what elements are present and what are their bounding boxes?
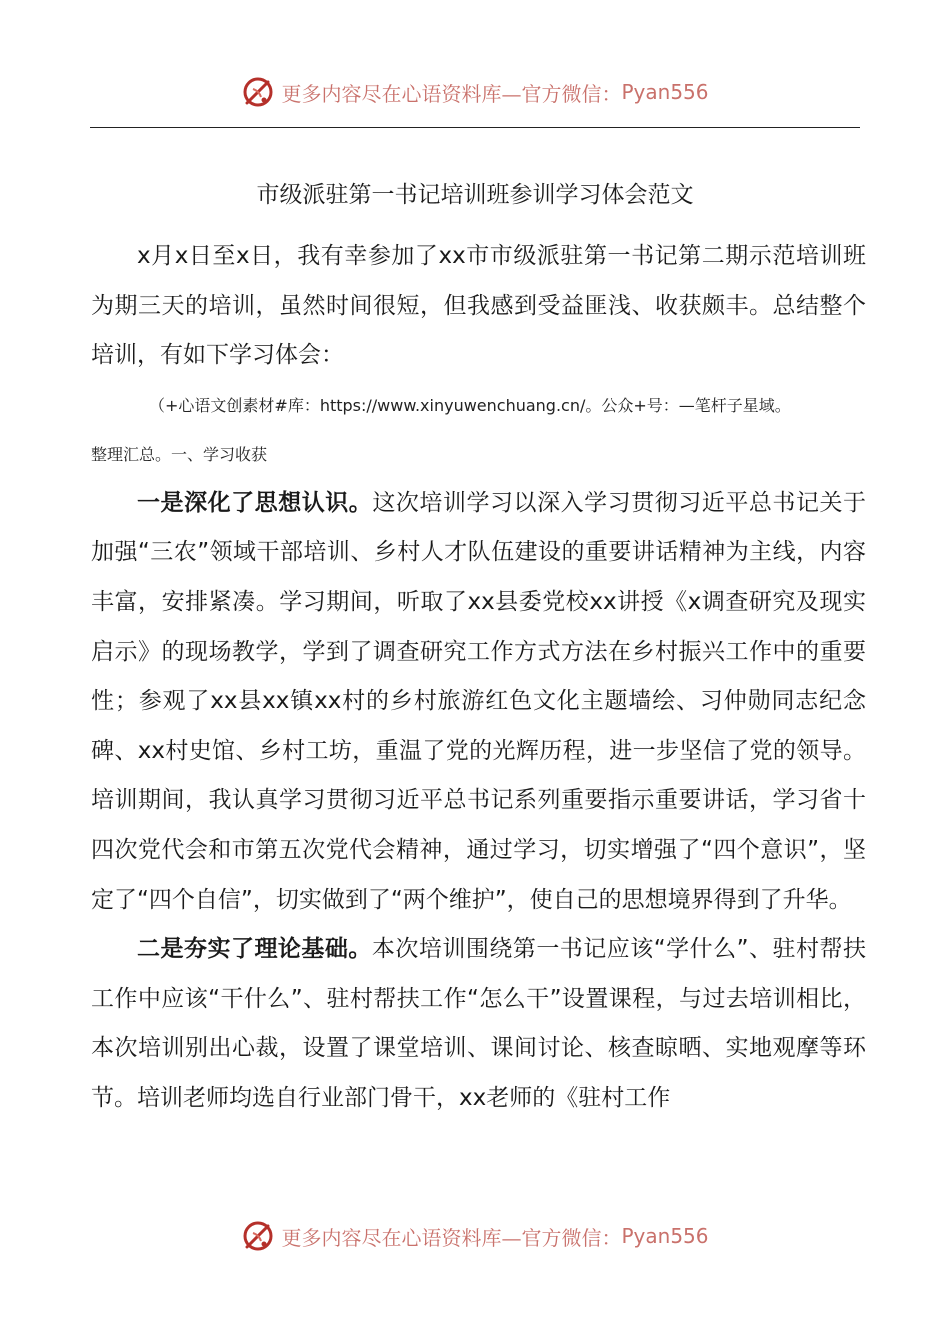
paragraph-1-text: 这次培训学习以深入学习贯彻习近平总书记关于加强“三农”领域干部培训、乡村人才队伍建设的重要讲话精神为主线，内容丰富，安排紧凑。学习期间，听取了xx县委党校xx讲授《x调查研究及现实启示》的现场教学，学到了调查研究工作方式方法在乡村振兴工作中的重要性；参观了xx县xx镇xx村的乡村旅游红色文化主题墙绘、习仲勋同志纪念碑、xx村史馆、乡村工坊，重温了党的光辉历程，进一步坚信了党的领导。培训期间，我认真学习贯彻习近平总书记系列重要指示重要讲话，学习省十四次党代会和市第五次党代会精神，通过学习，切实增强了“四个意识”，坚定了“四个自信”，切实做到了“两个维护”，使自己的思想境界得到了升华。: [91, 489, 867, 913]
document-title: 市级派驻第一书记培训班参训学习体会范文: [256, 182, 694, 208]
footer-watermark-banner: [0, 1216, 950, 1256]
intro-paragraph: x月x日至x日，我有幸参加了xx市市级派驻第一书记第二期示范培训班为期三天的培训，虽然时间很短，但我感到受益匪浅、收获颇丰。总结整个培训，有如下学习体会：: [91, 243, 866, 369]
brush-logo-icon: [241, 75, 275, 109]
paragraph-1: [91, 479, 866, 925]
document-body: [91, 232, 866, 1124]
banner-wechat-id: Pyan556: [621, 1224, 709, 1248]
source-note-line-1: （+心语文创素材#库：https://www.xinyuwenchuang.cn/。公众+号：—笔杆子星域。: [149, 395, 791, 415]
brush-logo-icon: [241, 1219, 275, 1253]
paragraph-2-lead: 二是夯实了理论基础。: [137, 936, 372, 963]
paragraph-1-lead: 一是深化了思想认识。: [137, 489, 373, 516]
paragraph-2-text: 本次培训围绕第一书记应该“学什么”、驻村帮扶工作中应该“干什么”、驻村帮扶工作“怎么干”设置课程，与过去培训相比，本次培训别出心裁，设置了课堂培训、课间讨论、核查晾晒、实地观摩等环节。培训老师均选自行业部门骨干，xx老师的《驻村工作: [91, 936, 866, 1111]
paragraph-2: [91, 925, 866, 1123]
header-divider: [90, 127, 860, 128]
banner-text: 更多内容尽在心语资料库—官方微信：: [281, 1225, 622, 1250]
source-note-line-2: 整理汇总。一、学习收获: [91, 444, 268, 464]
header-watermark-banner: [0, 72, 950, 112]
banner-text: 更多内容尽在心语资料库—官方微信：: [281, 81, 622, 106]
banner-wechat-id: Pyan556: [621, 80, 709, 104]
